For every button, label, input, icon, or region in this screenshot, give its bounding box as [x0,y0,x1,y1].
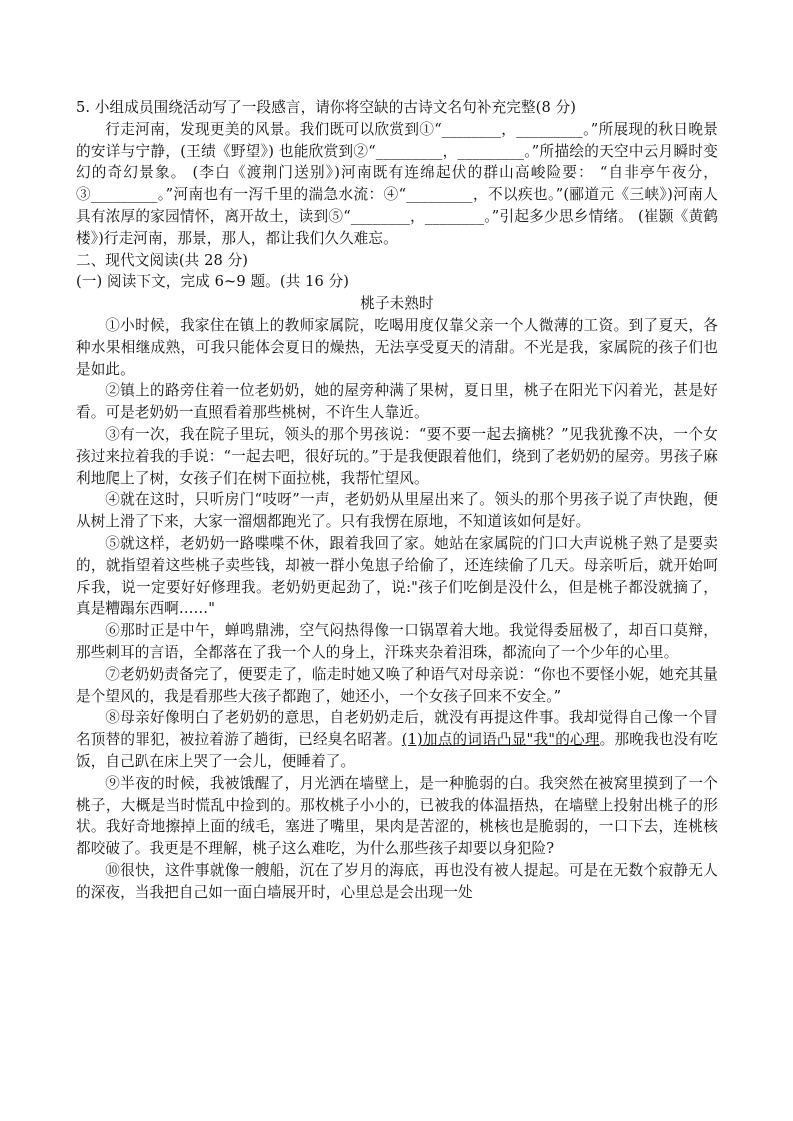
paragraph-3: ③有一次，我在院子里玩，领头的那个男孩说：“要不要一起去摘桃？”见我犹豫不决，一个女孩过来拉着我的手说：“一起去吧，很好玩的。”于是我便跟着他们，绕到了老奶奶的屋旁。男孩子麻利地爬上了树，女孩子们在树下面拉桃，我帮忙望风。 [76,425,719,487]
question-5-text: 行走河南，发现更美的风景。我们既可以欣赏到①“________，_________。”所展现的秋日晚景的安详与宁静，(王绩《野望》) 也能欣赏到②“_________，_________。”所描绘的天空中云月瞬时变幻的奇幻景象。 (李白《渡荆门送别》)河南既有连绵起伏的群山高峻险要： “自非亭午夜分，③_________。”河南也有一泻千里的湍急水流：④“_________，不以疾也。”(郦道元《三峡》)河南人具有浓厚的家园情怀，离开故土，读到⑤“________，________。”引起多少思乡情绪。 (崔颢《黄鹤楼》)行走河南，那景，那人，都让我们久久难忘。 [76,120,718,247]
article-title: 桃子未熟时 [360,295,434,313]
document-content [76,97,718,903]
paragraph-9: ⑨半夜的时候，我被饿醒了，月光洒在墙壁上，是一种脆弱的白。我突然在被窝里摸到了一个桃子，大概是当时慌乱中捡到的。那枚桃子小小的，已被我的体温捂热，在墙壁上投射出桃子的形状。我好奇地擦掉上面的绒毛，塞进了嘴里，果肉是苦涩的，桃核也是脆弱的，一口下去，连桃核都咬破了。我更是不理解，桃子这么难吃，为什么那些孩子却要以身犯险? [76,774,718,858]
paragraph-4: ④就在这时，只听房门“吱呀”一声，老奶奶从里屋出来了。领头的那个男孩子说了声快跑，便从树上滑了下来，大家一溜烟都跑光了。只有我愣在原地，不知道该如何是好。 [76,491,718,531]
paragraph-7: ⑦老奶奶责备完了，便要走了，临走时她又唤了种语气对母亲说：“你也不要怪小妮，她充其量是个望风的，我是看那些大孩子都跑了，她还小，一个女孩子回来不安全。” [76,665,718,705]
paragraph-10: ⑩很快，这件事就像一艘船，沉在了岁月的海底，再也没有被人提起。可是在无数个寂静无人的深夜，当我把自己如一面白墙展开时，心里总是会出现一处 [76,861,718,901]
paragraph-8 [76,707,718,772]
paragraph-8-main: ⑧母亲好像明白了老奶奶的意思，自老奶奶走后，就没有再提这件事。我却觉得自己像一个冒名顶替的罪犯，被拉着游了趟街，已经臭名昭著。 [76,709,718,749]
section-2-heading: 二、现代文阅读(共 28 分) [76,251,249,269]
paragraph-6: ⑥那时正是中午，蝉鸣鼎沸，空气闷热得像一口锅罩着大地。我觉得委屈极了，却百口莫辩，那些刺耳的言语，全都落在了我一个人的身上，汗珠夹杂着泪珠，都流向了一个少年的心里。 [76,622,718,661]
paragraph-2: ②镇上的路旁住着一位老奶奶，她的屋旁种满了果树，夏日里，桃子在阳光下闪着光，甚是好看。可是老奶奶一直照看着那些桃树，不许生人靠近。 [76,382,718,422]
paragraph-8-tail: 。那晚我也没有吃饭，自己趴在床上哭了一会儿，便睡着了。 [76,731,718,770]
paragraph-1: ①小时候，我家住在镇上的教师家属院，吃喝用度仅靠父亲一个人微薄的工资。到了夏天，各种水果相继成熟，可我只能体会夏日的燥热，无法享受夏天的清甜。不光是我，家属院的孩子们也是如此。 [76,316,718,378]
paragraph-8-question: (1)加点的词语凸显"我"的心理 [401,731,600,749]
question-5-heading: 5. 小组成员围绕活动写了一段感言，请你将空缺的古诗文名句补充完整(8 分) [76,99,577,116]
section-2-subheading: (一) 阅读下文，完成 6~9 题。(共 16 分) [76,273,350,291]
paragraph-5: ⑤就这样，老奶奶一路喋喋不休，跟着我回了家。她站在家属院的门口大声说桃子熟了是要卖的，就指望着这些桃子卖些钱，却被一群小兔崽子给偷了，还连续偷了几天。母亲听后，就开始呵斥我，说一定要好好修理我。老奶奶更起劲了，说:"孩子们吃倒是没什么，但是桃子都没就摘了，真是糟蹋东西啊……" [76,534,718,618]
